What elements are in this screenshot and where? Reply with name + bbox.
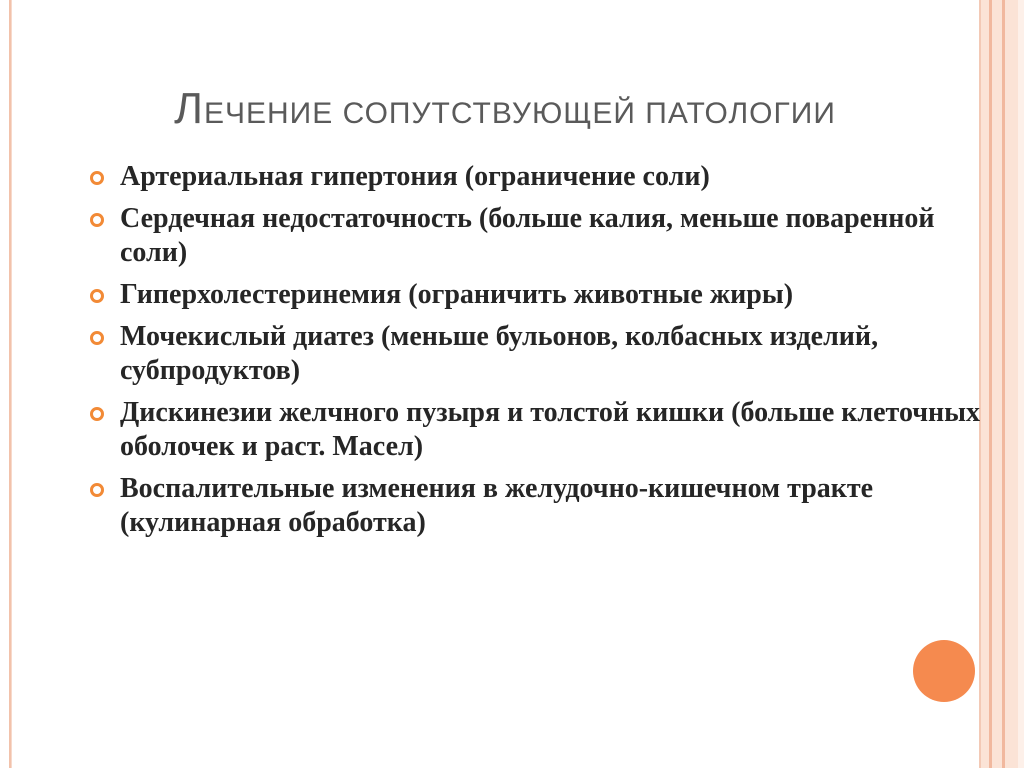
decor-stripe	[992, 0, 1002, 768]
slide-title	[60, 84, 950, 134]
list-item	[90, 160, 980, 194]
list-item	[90, 320, 980, 388]
list-item-text: Сердечная недостаточность (больше калия, меньше поваренной соли)	[120, 203, 935, 268]
bullet-ring-icon	[90, 331, 104, 345]
list-item	[90, 396, 980, 464]
list-item-text: Мочекислый диатез (меньше бульонов, колбасных изделий, субпродуктов)	[120, 321, 879, 386]
decor-stripe	[1005, 0, 1018, 768]
bullet-ring-icon	[90, 483, 104, 497]
list-item-text: Дискинезии желчного пузыря и толстой кишки (больше клеточных оболочек и раст. Масел)	[120, 397, 981, 462]
title-first-letter: Л	[174, 84, 204, 133]
decorative-circle	[913, 640, 975, 702]
list-item	[90, 278, 980, 312]
bullet-list	[90, 160, 980, 548]
decor-stripe	[981, 0, 989, 768]
list-item	[90, 472, 980, 540]
bullet-ring-icon	[90, 171, 104, 185]
slide-edge	[11, 0, 12, 768]
list-item-text: Воспалительные изменения в желудочно-кишечном тракте (кулинарная обработка)	[120, 473, 874, 538]
list-item	[90, 202, 980, 270]
bullet-ring-icon	[90, 213, 104, 227]
bullet-ring-icon	[90, 407, 104, 421]
decor-stripe	[1018, 0, 1024, 768]
title-rest: ЕЧЕНИЕ СОПУТСТВУЮЩЕЙ ПАТОЛОГИИ	[204, 97, 836, 130]
list-item-text: Гиперхолестеринемия (ограничить животные жиры)	[120, 279, 794, 310]
list-item-text: Артериальная гипертония (ограничение соли)	[120, 161, 710, 192]
bullet-ring-icon	[90, 289, 104, 303]
